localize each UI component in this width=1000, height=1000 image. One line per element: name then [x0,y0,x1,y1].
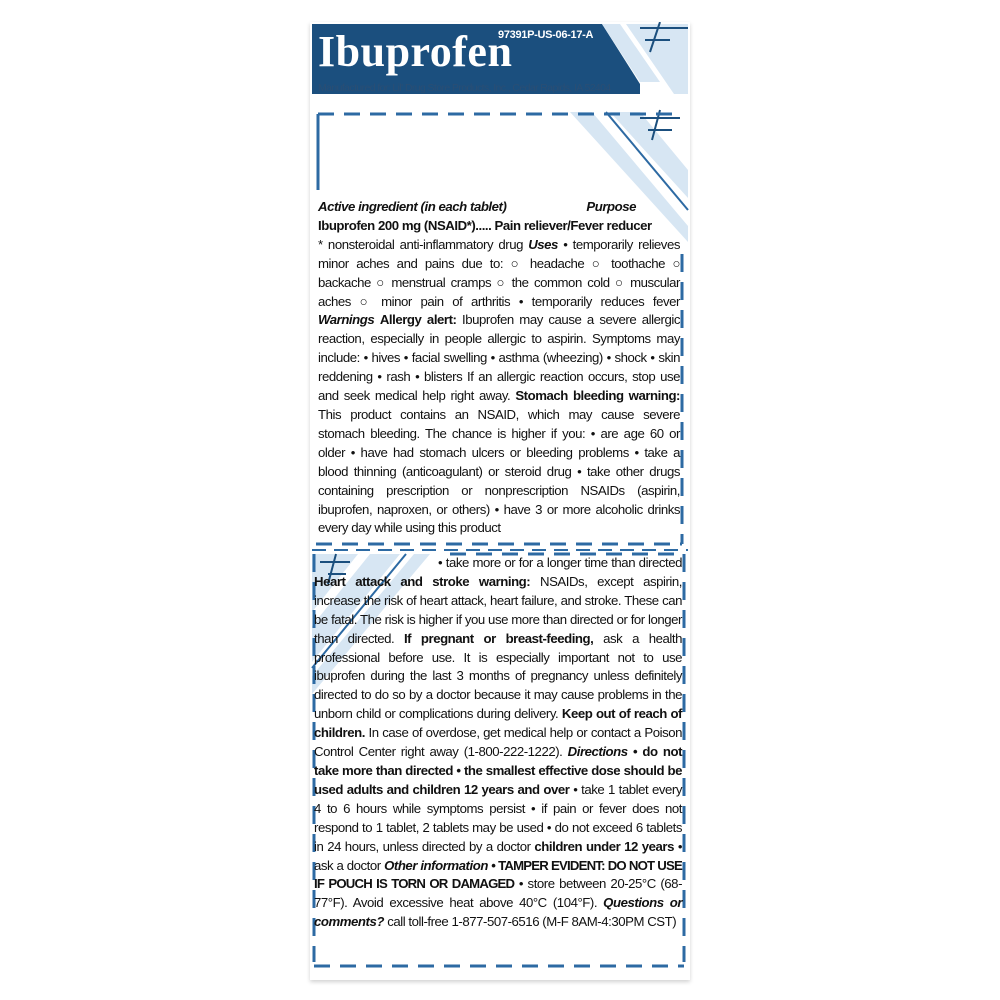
manufacturer-line: Manufactured for: Lil' Drug Store Products, Inc., Cedar Rapids, IA 52404 [318,82,611,94]
uses-label: Uses [528,236,558,252]
questions-text: call toll-free 1-877-507-6516 (M-F 8AM-4:30PM CST) [387,914,677,930]
stomach-text: This product contains an NSAID, which may cause severe stomach bleeding. The chance is higher if you: • are age 60 or older • have had stomach ulcers or bleeding problems • take a blood thinning (anticoagulant) or steroid drug • take other drugs containing prescription or nonprescription NSAIDs (aspirin, ibuprofen, naproxen, or others) • have 3 or more alcoholic drinks every day while using this product [318,406,680,536]
warnings-label: Warnings [318,312,375,328]
reach-text: In case of overdose, get medical help or contact a Poison Control Center right away (1-800-222-1222). [314,725,682,760]
active-ingredient-label: Active ingredient (in each tablet) [318,199,507,214]
allergy-text: Ibuprofen may cause a severe allergic reaction, especially in people allergic to aspirin. Symptoms may include: • hives • facial swelling • asthma (wheezing) • shock • skin reddening • rash • blisters If an allergic reaction occurs, stop use and seek medical help right away. [318,312,680,404]
allergy-label: Allergy alert: [379,312,457,328]
drug-facts-label [310,22,690,980]
storage-text: • store between 20-25°C (68-77°F). Avoid excessive heat above 40°C (104°F). [314,876,683,911]
pregnant-text: ask a health professional before use. It is especially important not to use ibuprofen during the last 3 months of pregnancy unless definitely directed to do so by a doctor because it may cause problems in the unborn child or complications during delivery. [314,630,682,722]
active-ingredient-heading [318,198,680,217]
stomach-continued-text: • take more or for a longer time than directed [438,555,682,570]
children-label: children under 12 years [534,838,674,854]
heart-text: NSAIDs, except aspirin, increase the risk of heart attack, heart failure, and stroke. These can be fatal. The risk is higher if you use more than directed or for longer than directed. [314,573,682,646]
ingredient-line: Ibuprofen 200 mg (NSAID*)..... Pain reliever/Fever reducer [318,217,652,233]
purpose-label: Purpose [586,199,636,214]
heart-label: Heart attack and stroke warning: [314,573,531,589]
product-code: 97391P-US-06-17-A [498,29,594,41]
stomach-label: Stomach bleeding warning: [515,388,681,404]
children-text: • ask a doctor [314,838,682,873]
directions-label: Directions [567,744,628,760]
uses-text: • temporarily relieves minor aches and pains due to: ○ headache ○ toothache ○ backache ○ menstrual cramps ○ the common cold ○ muscular aches ○ minor pain of arthritis • temporarily reduces fever [318,236,680,309]
other-info-label: Other information [384,857,488,873]
drug-facts-body [318,236,680,539]
directions-text: • take 1 tablet every 4 to 6 hours while symptoms persist • if pain or fever does not respond to 1 tablet, 2 tablets may be used • do not exceed 6 tablets in 24 hours, unless directed by a doctor [314,781,683,854]
nsaid-note: * nonsteroidal anti-inflammatory drug [318,236,523,252]
drug-facts-top-panel [318,198,680,538]
drug-facts-bottom-panel [314,554,682,932]
questions-label: Questions or comments? [314,895,683,930]
product-title: Ibuprofen [318,27,513,76]
reach-label: Keep out of reach of children. [314,706,682,741]
tamper-evident-text: • TAMPER EVIDENT: DO NOT USE IF POUCH IS TORN OR DAMAGED [314,857,683,892]
directions-bold-text: • do not take more than directed • the smallest effective dose should be used adults and children 12 years and over [314,744,683,797]
drug-facts-body-continued [314,554,682,932]
label-header [312,24,688,100]
pregnant-label: If pregnant or breast-feeding, [403,630,594,646]
